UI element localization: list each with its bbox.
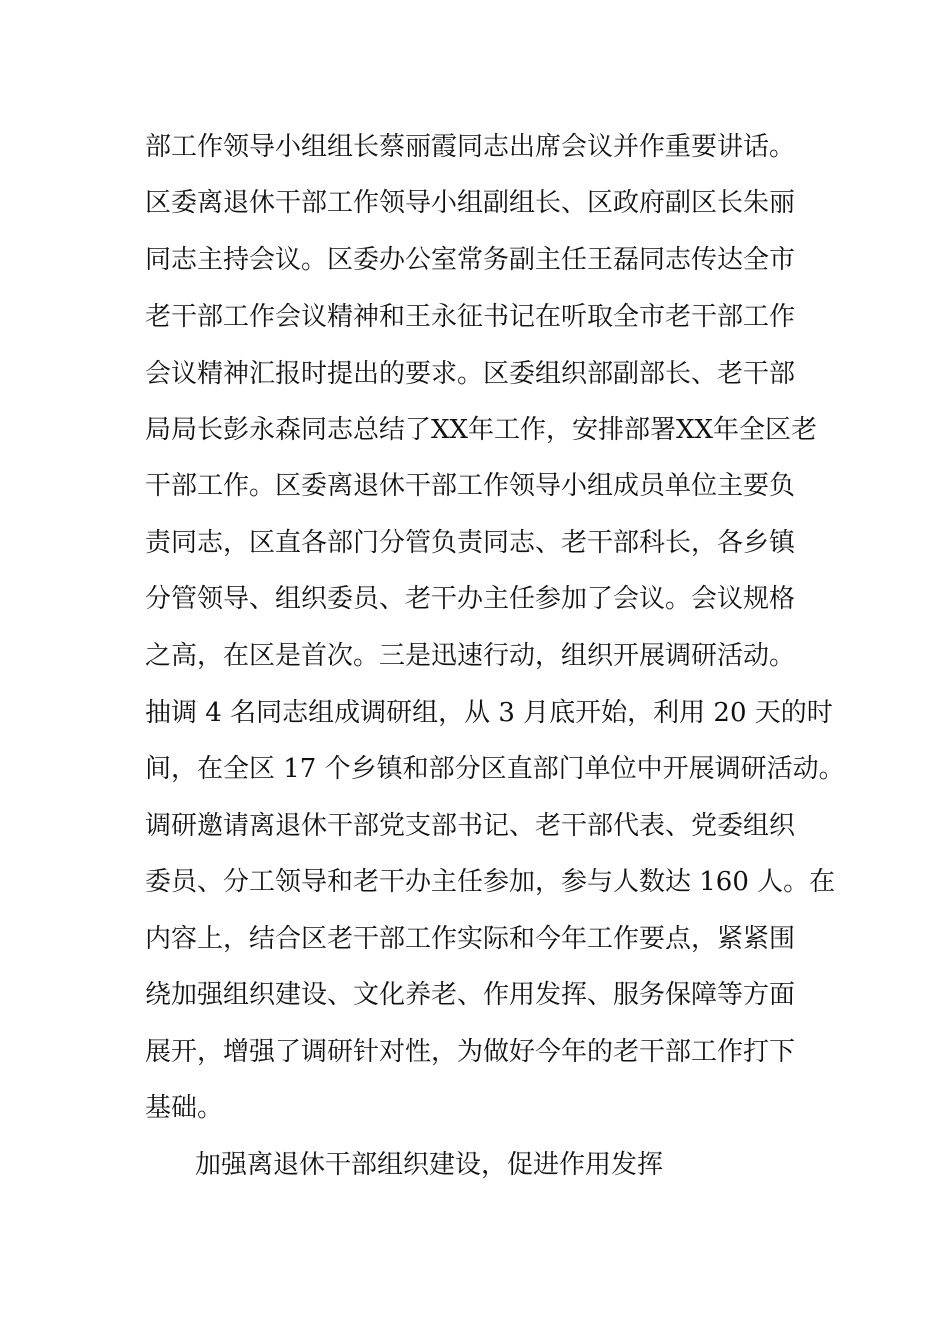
body-line-1: 部工作领导小组组长蔡丽霞同志出席会议并作重要讲话。 (145, 132, 796, 162)
body-line-8: 责同志，区直各部门分管负责同志、老干部科长，各乡镇 (145, 528, 796, 558)
body-line-3: 同志主持会议。区委办公室常务副主任王磊同志传达全市 (145, 245, 796, 275)
body-line-12: 间，在全区 17 个乡镇和部分区直部门单位中开展调研活动。 (145, 754, 845, 784)
body-line-15: 内容上，结合区老干部工作实际和今年工作要点，紧紧围 (145, 924, 796, 954)
section-heading: 加强离退休干部组织建设，促进作用发挥 (195, 1150, 664, 1180)
body-line-13: 调研邀请离退休干部党支部书记、老干部代表、党委组织 (145, 811, 796, 841)
body-line-4: 老干部工作会议精神和王永征书记在听取全市老干部工作 (145, 302, 796, 332)
body-line-10: 之高，在区是首次。三是迅速行动，组织开展调研活动。 (145, 641, 796, 671)
body-line-9: 分管领导、组织委员、老干办主任参加了会议。会议规格 (145, 584, 796, 614)
body-line-18: 基础。 (145, 1093, 224, 1123)
body-line-14: 委员、分工领导和老干办主任参加，参与人数达 160 人。在 (145, 867, 836, 897)
body-line-7: 干部工作。区委离退休干部工作领导小组成员单位主要负 (145, 471, 796, 501)
body-line-11: 抽调 4 名同志组成调研组，从 3 月底开始，利用 20 天的时 (145, 698, 833, 728)
body-line-16: 绕加强组织建设、文化养老、作用发挥、服务保障等方面 (145, 980, 796, 1010)
body-line-5: 会议精神汇报时提出的要求。区委组织部副部长、老干部 (145, 359, 796, 389)
body-line-6: 局局长彭永森同志总结了XX年工作，安排部署XX年全区老 (145, 415, 818, 445)
body-line-17: 展开，增强了调研针对性，为做好今年的老干部工作打下 (145, 1037, 796, 1067)
body-line-2: 区委离退休干部工作领导小组副组长、区政府副区长朱丽 (145, 188, 796, 218)
